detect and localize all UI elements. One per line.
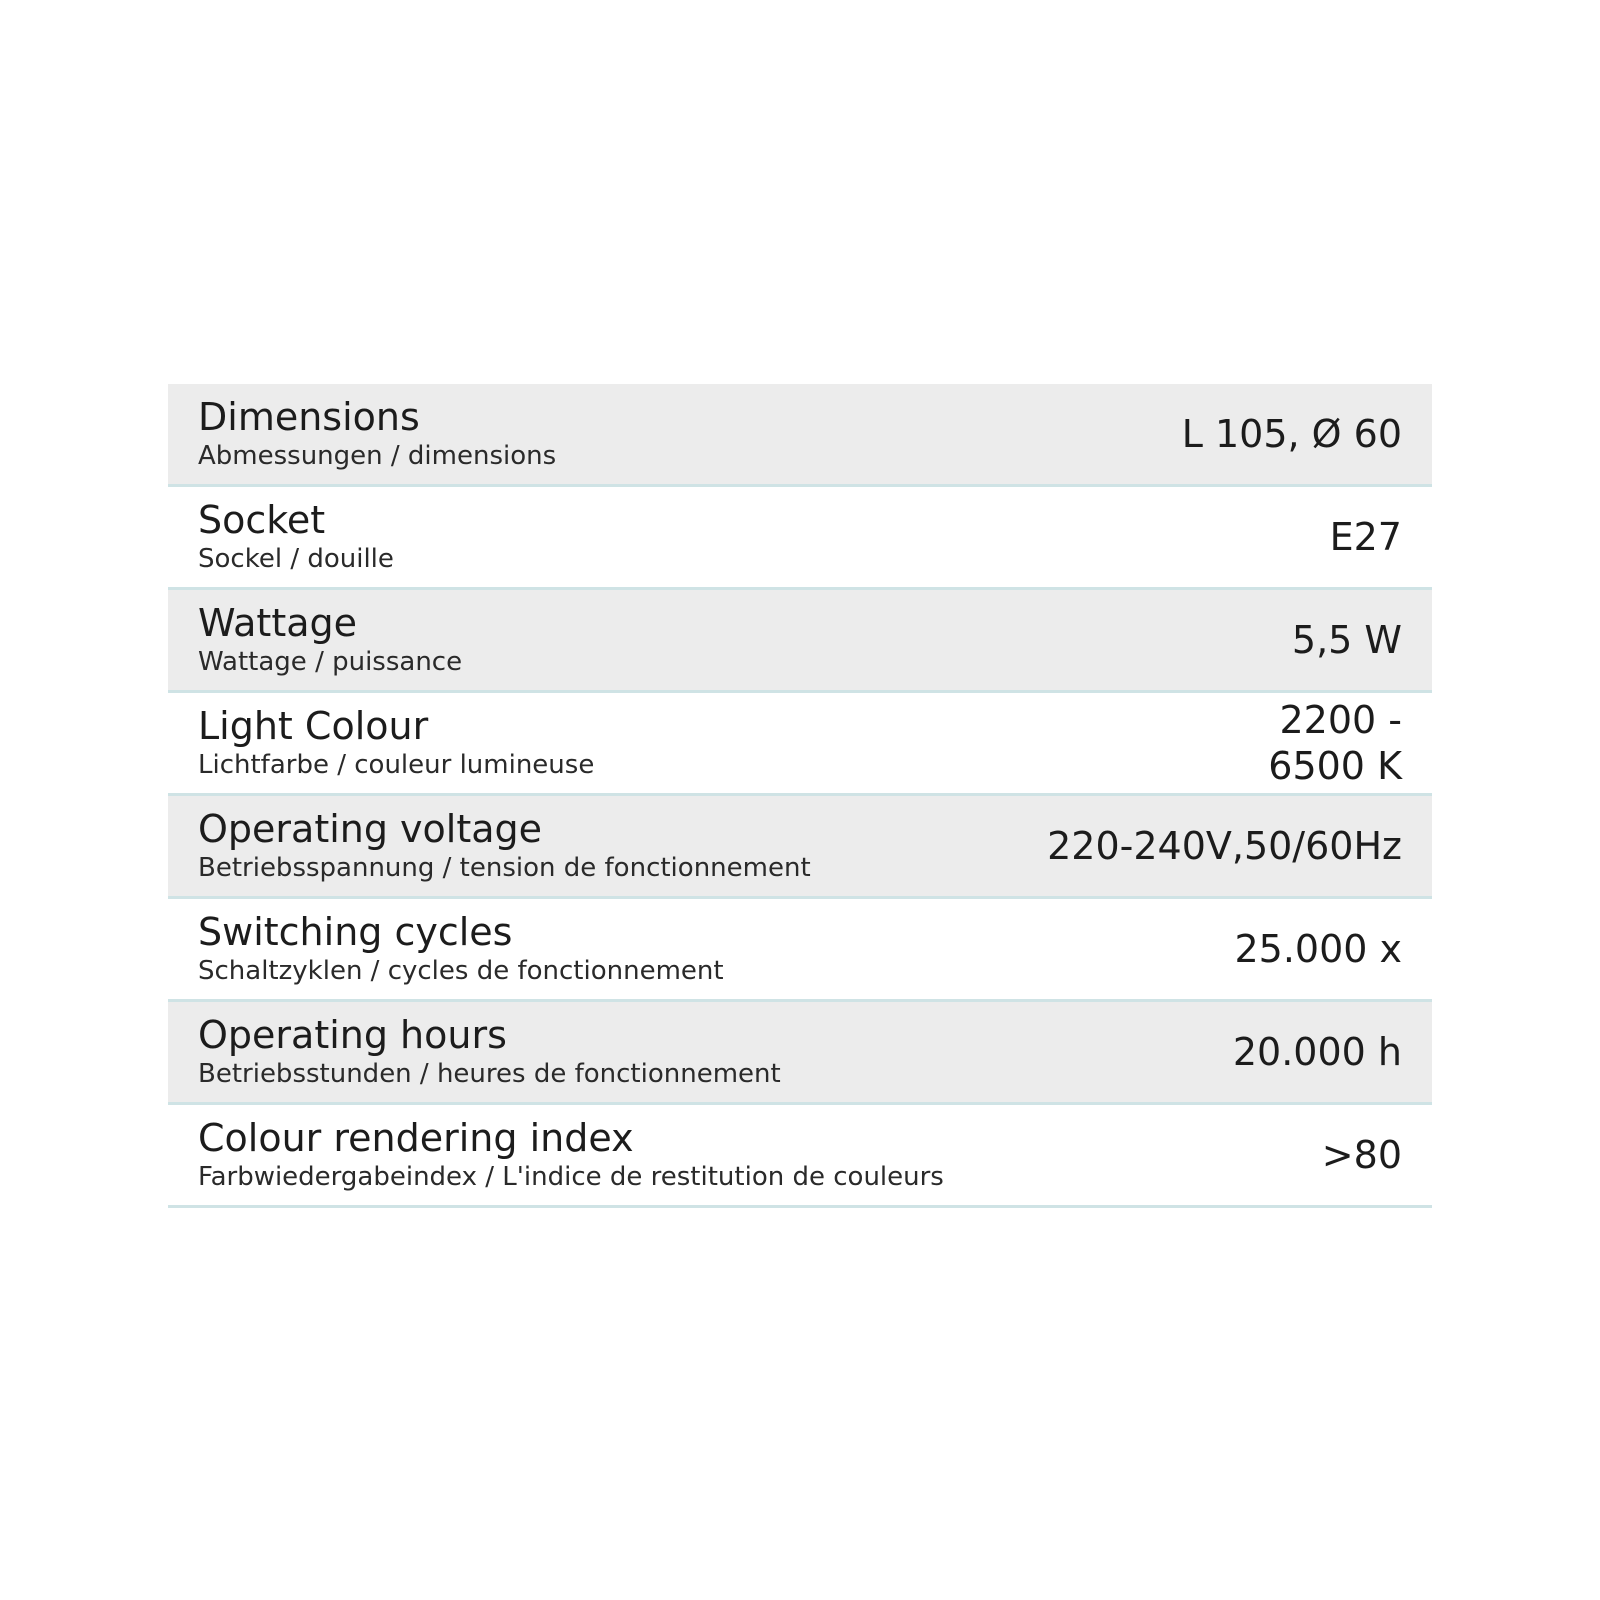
spec-value: E27	[1329, 515, 1402, 559]
spec-row-operating-voltage	[168, 796, 1432, 899]
spec-label: Socket	[198, 498, 326, 542]
spec-label: Operating voltage	[198, 807, 543, 851]
spec-row-socket	[168, 487, 1432, 590]
spec-table	[168, 384, 1432, 1208]
spec-labels	[168, 498, 394, 576]
spec-sublabel: Sockel / douille	[198, 544, 394, 574]
spec-row-colour-rendering-index	[168, 1105, 1432, 1208]
spec-value: 220-240V,50/60Hz	[1047, 824, 1402, 868]
spec-sublabel: Betriebsspannung / tension de fonctionnement	[198, 853, 811, 883]
spec-sublabel: Wattage / puissance	[198, 647, 463, 677]
spec-label: Switching cycles	[198, 910, 513, 954]
spec-labels	[168, 704, 594, 782]
spec-sublabel: Lichtfarbe / couleur lumineuse	[198, 750, 595, 780]
spec-value: 2200 - 6500 K	[1268, 698, 1402, 788]
spec-value: 5,5 W	[1291, 618, 1402, 662]
spec-labels	[168, 910, 724, 988]
spec-label: Dimensions	[198, 395, 420, 439]
spec-labels	[168, 807, 811, 885]
spec-sublabel: Farbwiedergabeindex / L'indice de restitution de couleurs	[198, 1162, 944, 1192]
spec-value: L 105, Ø 60	[1181, 412, 1402, 456]
spec-value: >80	[1321, 1133, 1402, 1177]
spec-sublabel: Abmessungen / dimensions	[198, 441, 557, 471]
spec-value: 20.000 h	[1232, 1030, 1402, 1074]
spec-labels	[168, 601, 462, 679]
spec-row-dimensions	[168, 384, 1432, 487]
spec-labels	[168, 395, 556, 473]
spec-row-operating-hours	[168, 1002, 1432, 1105]
spec-labels	[168, 1013, 781, 1091]
spec-labels	[168, 1116, 944, 1194]
spec-value: 25.000 x	[1234, 927, 1402, 971]
spec-row-switching-cycles	[168, 899, 1432, 1002]
spec-label: Operating hours	[198, 1013, 507, 1057]
spec-label: Wattage	[198, 601, 358, 645]
spec-label: Light Colour	[198, 704, 429, 748]
spec-sublabel: Schaltzyklen / cycles de fonctionnement	[198, 956, 724, 986]
spec-row-light-colour	[168, 693, 1432, 796]
spec-row-wattage	[168, 590, 1432, 693]
spec-label: Colour rendering index	[198, 1116, 634, 1160]
spec-sublabel: Betriebsstunden / heures de fonctionnement	[198, 1059, 781, 1089]
